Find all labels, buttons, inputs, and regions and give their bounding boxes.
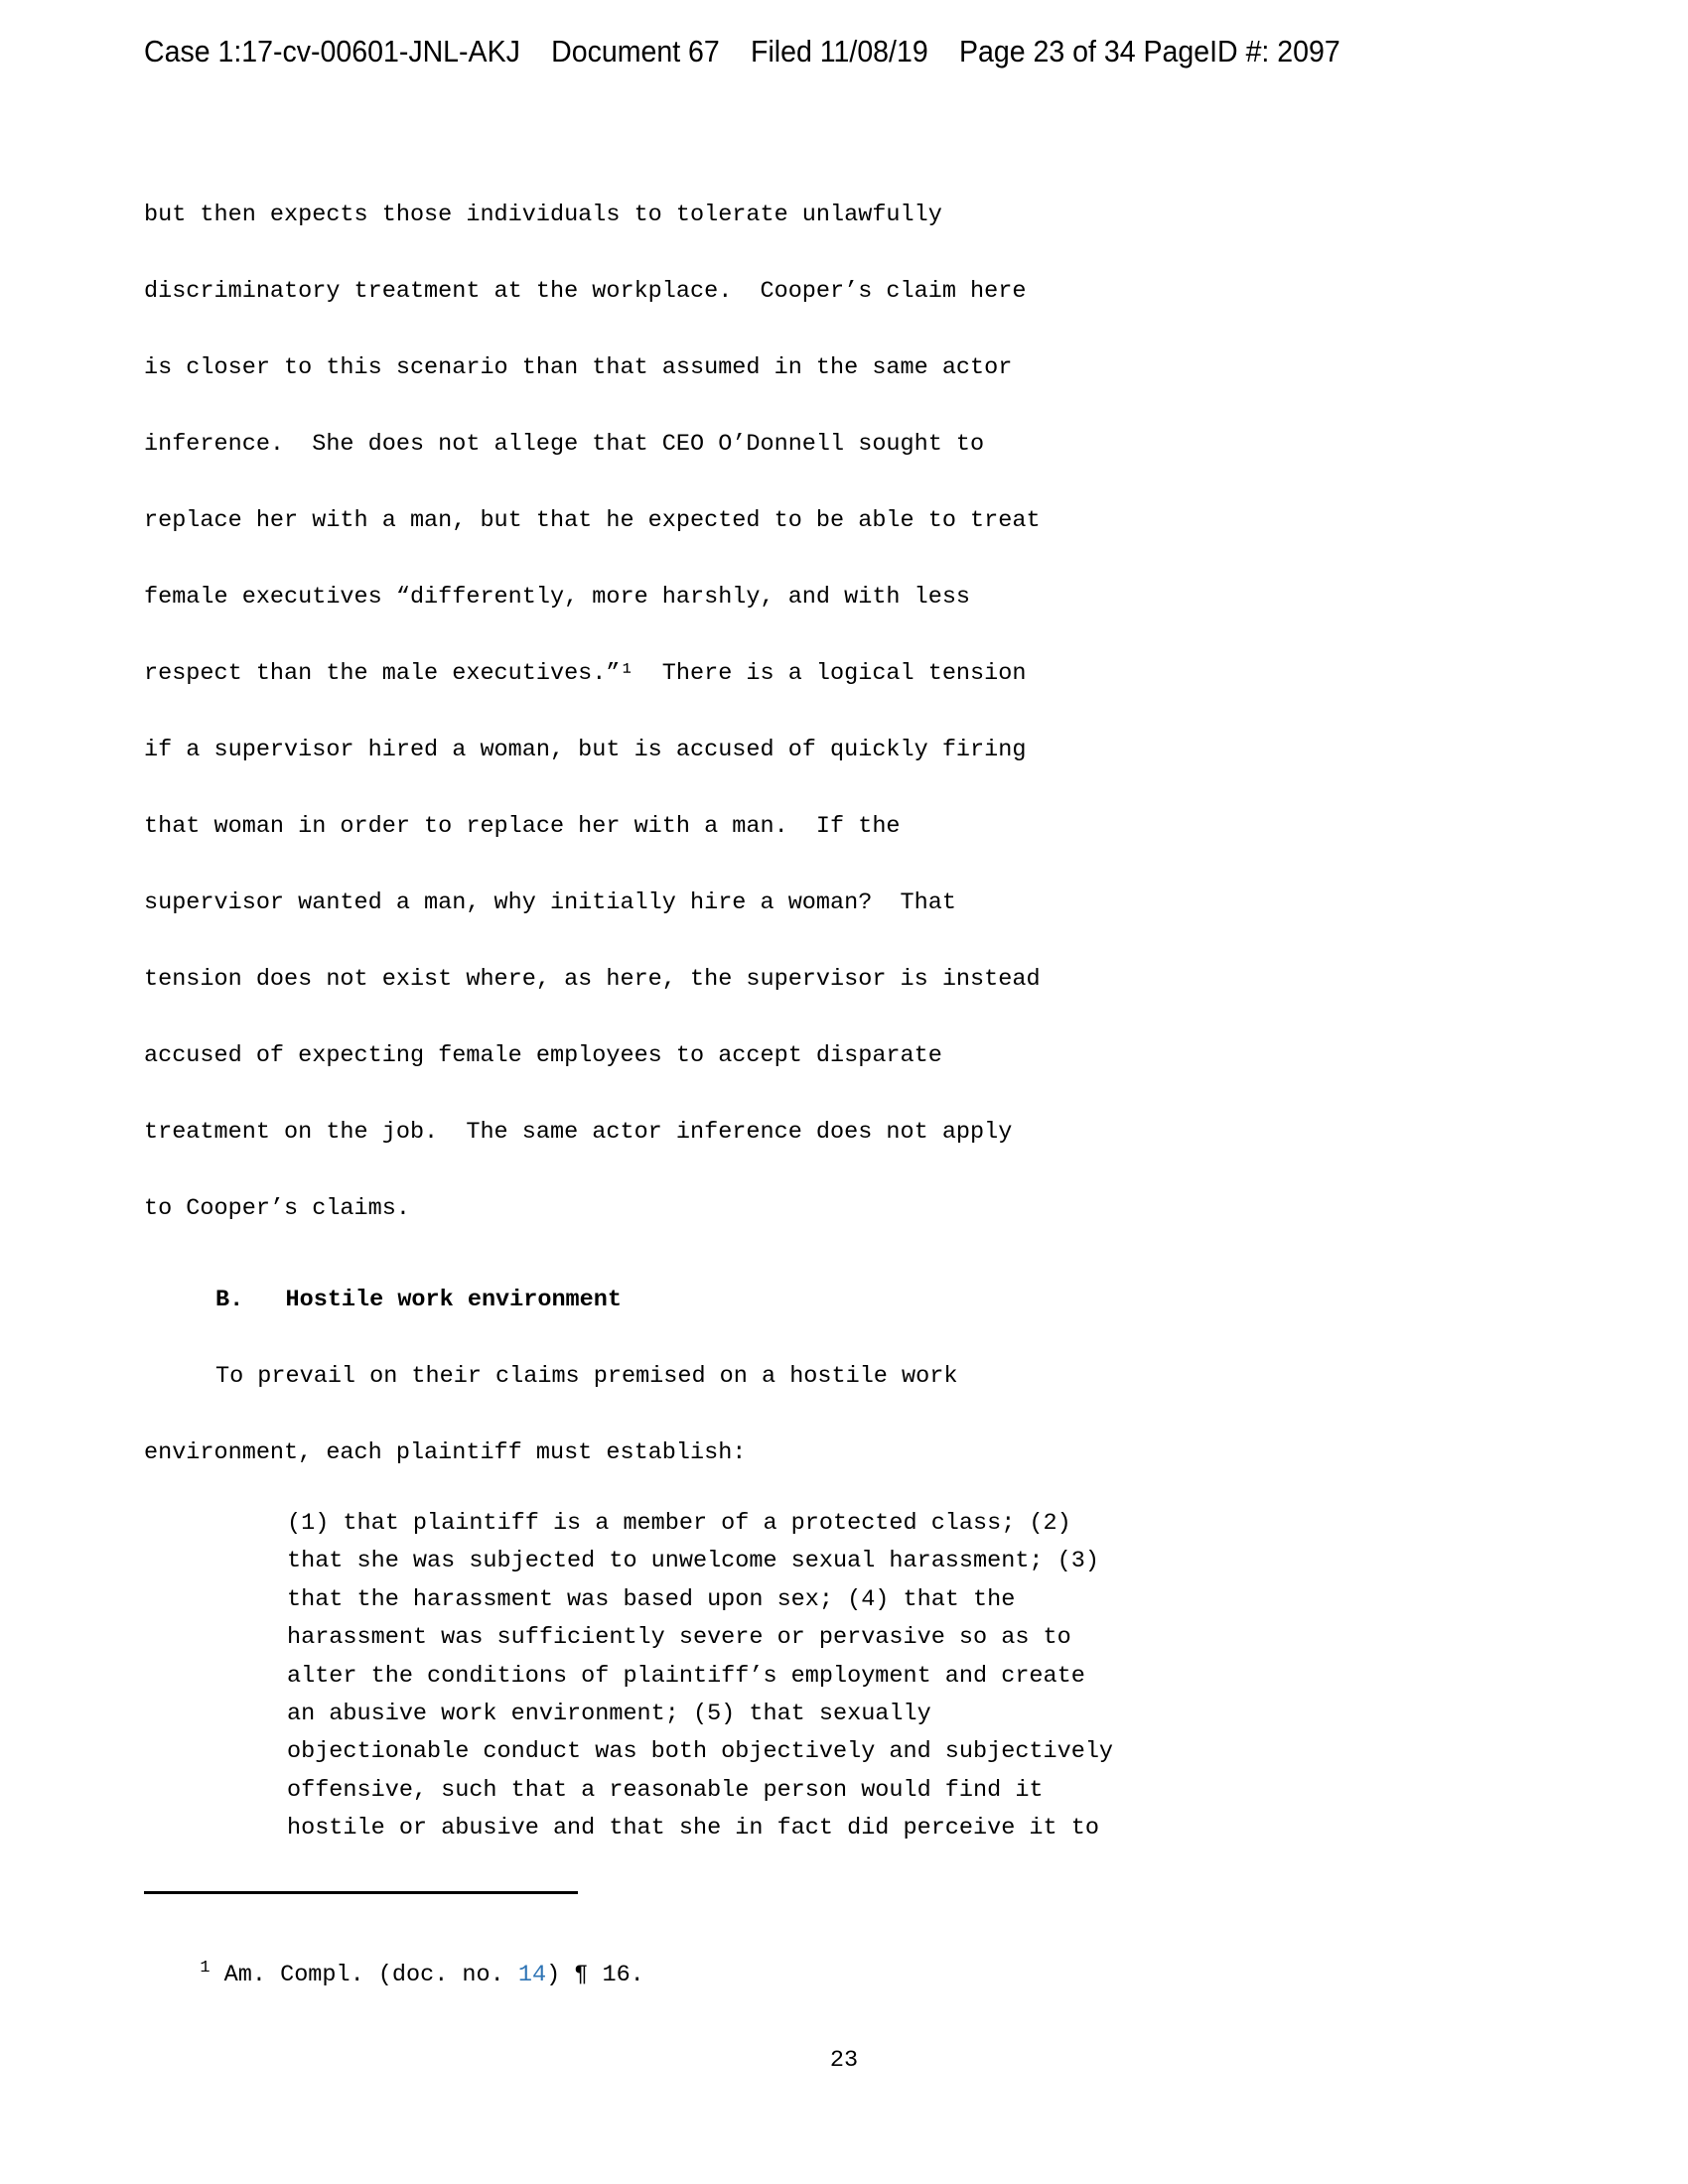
body-line: accused of expecting female employees to accept disparate [144, 1042, 942, 1069]
case-number: Case 1:17-cv-00601-JNL-AKJ [144, 34, 520, 68]
block-quote [287, 1505, 1113, 1848]
quote-line: offensive, such that a reasonable person would find it [287, 1776, 1044, 1804]
body-line: discriminatory treatment at the workplace. Cooper’s claim here [144, 278, 1027, 305]
body-line: to Cooper’s claims. [144, 1195, 410, 1222]
quote-line: that she was subjected to unwelcome sexual harassment; (3) [287, 1548, 1099, 1575]
quote-line: harassment was sufficiently severe or pervasive so as to [287, 1624, 1071, 1652]
quote-line: an abusive work environment; (5) that sexually [287, 1700, 931, 1727]
body-paragraph [144, 1338, 957, 1491]
footnote [144, 1922, 644, 2029]
body-line: is closer to this scenario than that assumed in the same actor [144, 354, 1013, 381]
quote-line: that the harassment was based upon sex; (4) that the [287, 1585, 1016, 1613]
footnote-text-after: ) ¶ 16. [546, 1962, 644, 1988]
body-line: environment, each plaintiff must establish: [144, 1439, 747, 1466]
body-line: tension does not exist where, as here, the supervisor is instead [144, 966, 1041, 993]
filed-date: Filed 11/08/19 [751, 34, 928, 68]
page-number: 23 [829, 2047, 859, 2074]
body-paragraph [144, 177, 1041, 1247]
footnote-marker: 1 [200, 1959, 211, 1979]
body-line: treatment on the job. The same actor inference does not apply [144, 1119, 1013, 1146]
doc-link[interactable]: 14 [517, 1962, 547, 1988]
body-line: supervisor wanted a man, why initially hire a woman? That [144, 889, 956, 916]
footnote-text-before: Am. Compl. (doc. no. [210, 1962, 518, 1988]
body-line: female executives “differently, more harshly, and with less [144, 584, 971, 611]
body-line: but then expects those individuals to tolerate unlawfully [144, 202, 942, 228]
case-header [144, 34, 1340, 69]
body-line: if a supervisor hired a woman, but is accused of quickly firing [144, 737, 1027, 763]
quote-line: hostile or abusive and that she in fact did perceive it to [287, 1815, 1099, 1843]
quote-line: objectionable conduct was both objectively and subjectively [287, 1738, 1114, 1766]
document-number: Document 67 [551, 34, 720, 68]
body-line: that woman in order to replace her with a man. If the [144, 813, 901, 840]
page-id-info: Page 23 of 34 PageID #: 2097 [958, 34, 1340, 68]
body-line: replace her with a man, but that he expected to be able to treat [144, 507, 1041, 534]
footnote-separator [144, 1891, 578, 1894]
quote-line: (1) that plaintiff is a member of a protected class; (2) [287, 1510, 1071, 1537]
body-line: respect than the male executives.”¹ There is a logical tension [144, 660, 1027, 687]
quote-line: alter the conditions of plaintiff’s employment and create [287, 1662, 1085, 1690]
body-line: inference. She does not allege that CEO O’Donnell sought to [144, 431, 985, 458]
section-heading: B. Hostile work environment [215, 1287, 622, 1313]
body-line: To prevail on their claims premised on a hostile work [215, 1363, 958, 1390]
